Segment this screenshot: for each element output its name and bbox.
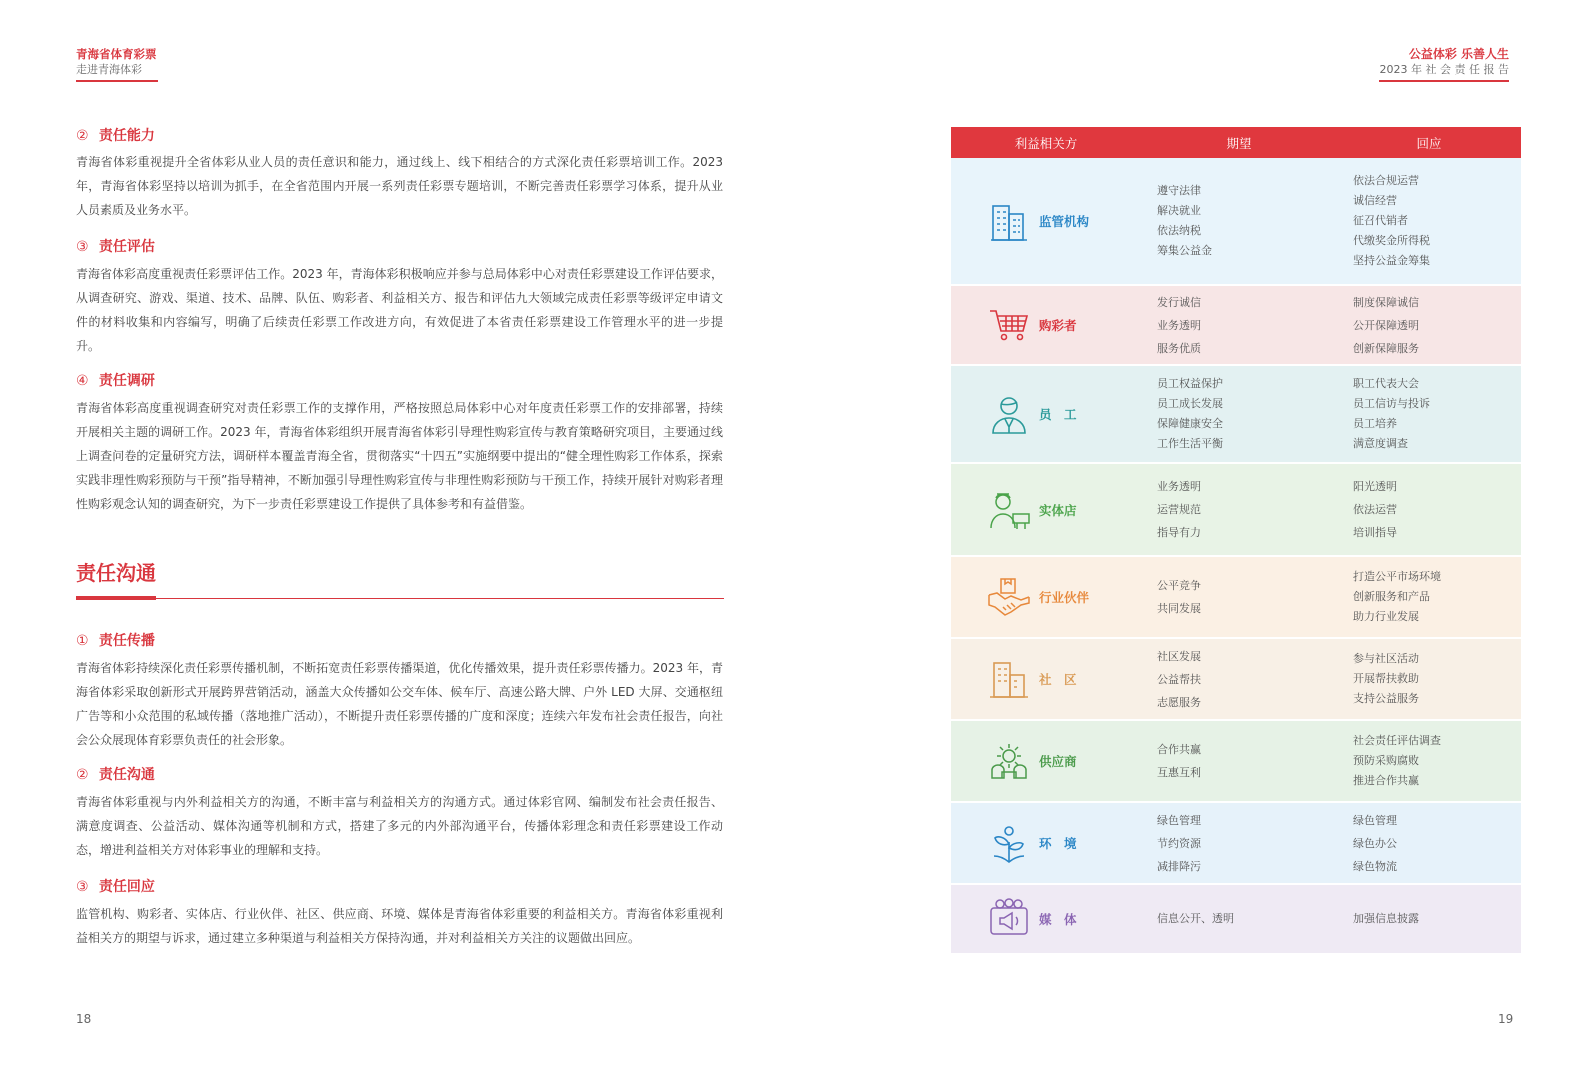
header-right	[1379, 46, 1509, 82]
subheading-responsibility-response	[76, 876, 155, 896]
stakeholder-name: 行业伙伴	[1039, 590, 1090, 605]
subheading-number: ②	[76, 767, 89, 783]
response-item: 绿色管理	[1353, 813, 1397, 827]
subheading-title: 责任回应	[98, 879, 155, 895]
table-row	[951, 557, 1521, 639]
stakeholder-name: 购彩者	[1039, 318, 1077, 333]
section-divider-accent	[76, 596, 156, 600]
response-item: 职工代表大会	[1353, 377, 1419, 390]
expectation-item: 志愿服务	[1157, 695, 1201, 709]
stakeholder-cell	[951, 488, 1141, 532]
expectation-item: 减排降污	[1157, 859, 1201, 873]
expectation-cell	[1141, 738, 1337, 784]
subheading-number: ④	[76, 373, 89, 389]
header-response: 回应	[1416, 135, 1442, 151]
response-item: 代缴奖金所得税	[1353, 234, 1430, 247]
response-cell	[1337, 291, 1521, 360]
expectation-item: 共同发展	[1157, 602, 1201, 615]
subheading-responsibility-dialogue	[76, 764, 155, 784]
handshake-icon	[987, 575, 1031, 619]
expectation-cell	[1141, 181, 1337, 261]
subheading-title: 责任沟通	[98, 767, 155, 783]
section-title: 责任沟通	[76, 561, 156, 585]
stakeholder-table	[951, 127, 1521, 955]
section-divider	[76, 598, 724, 599]
expectation-cell	[1141, 291, 1337, 360]
paragraph-communication: 青海省体彩持续深化责任彩票传播机制，不断拓宽责任彩票传播渠道，优化传播效果，提升责任彩票传播力。2023 年，青海省体彩采取创新形式开展跨界营销活动，涵盖大众传播如公交车体、候车厅、高速公路大牌、户外 LED 大屏、交通枢纽广告等和小众范围的私域传播（落地推广活动），不断提升责任彩票传播的广度和深度；连续六年发布社会责任报告，向社会公众展现体育彩票负责任的社会形象。	[76, 661, 723, 747]
response-item: 满意度调查	[1353, 437, 1408, 450]
stakeholder-name: 媒 体	[1039, 912, 1077, 927]
gear-icon	[987, 739, 1031, 783]
subheading-number: ③	[76, 879, 89, 895]
response-item: 助力行业发展	[1353, 610, 1419, 623]
table-row	[951, 885, 1521, 955]
response-item: 绿色物流	[1353, 859, 1397, 873]
stakeholder-cell	[951, 821, 1141, 865]
subheading-responsibility-communication	[76, 630, 155, 650]
response-cell	[1337, 909, 1521, 929]
stakeholder-name: 实体店	[1039, 502, 1077, 518]
subheading-number: ②	[76, 128, 89, 144]
response-cell	[1337, 374, 1521, 454]
response-item: 员工培养	[1353, 417, 1397, 430]
expectation-item: 社区发展	[1157, 649, 1201, 663]
expectation-cell	[1141, 909, 1337, 929]
stakeholder-cell	[951, 199, 1141, 243]
page-number-left: 18	[76, 1012, 92, 1026]
expectation-cell	[1141, 475, 1337, 544]
subheading-title: 责任传播	[98, 633, 155, 649]
response-item: 依法合规运营	[1353, 174, 1419, 187]
expectation-item: 运营规范	[1157, 503, 1201, 516]
expectation-item: 发行诚信	[1157, 295, 1201, 309]
header-right-subtitle: 2023 年 社 会 责 任 报 告	[1379, 63, 1509, 76]
header-expectation: 期望	[1226, 135, 1252, 151]
expectation-item: 节约资源	[1157, 836, 1201, 850]
response-item: 推进合作共赢	[1353, 774, 1419, 787]
paragraph-assessment: 青海省体彩高度重视责任彩票评估工作。2023 年，青海体彩积极响应并参与总局体彩中心对责任彩票建设工作评估要求，从调查研究、游戏、渠道、技术、品牌、队伍、购彩者、利益相关方、报告和评估九大领域完成责任彩票等级评定申请文件的材料收集和内容编写，明确了后续责任彩票工作改进方向，有效促进了本省责任彩票建设工作管理水平的进一步提升。	[76, 267, 723, 353]
paragraph-research: 青海省体彩高度重视调查研究对责任彩票工作的支撑作用，严格按照总局体彩中心对年度责任彩票工作的安排部署，持续开展相关主题的调研工作。2023 年，青海省体彩组织开展青海省体彩引导理性购彩宣传与教育策略研究项目，主要通过线上调查问卷的定量研究方法，调研样本覆盖青海全省，贯彻落实“十四五”实施纲要中提出的“健全理性购彩工作体系，探索实践非理性购彩预防与干预”指导精神，不断加强引导理性购彩宣传与非理性购彩预防与干预工作，持续开展针对购彩者理性购彩观念认知的调查研究，为下一步责任彩票建设工作提供了具体参考和有益借鉴。	[76, 401, 723, 511]
response-item: 参与社区活动	[1353, 652, 1419, 665]
page-number-right: 19	[1498, 1012, 1514, 1026]
header-left-title: 青海省体育彩票	[76, 47, 157, 61]
subheading-title: 责任能力	[98, 128, 155, 144]
expectation-item: 绿色管理	[1157, 813, 1201, 827]
table-header	[951, 127, 1521, 158]
expectation-item: 员工权益保护	[1157, 377, 1223, 390]
expectation-cell	[1141, 574, 1337, 620]
stakeholder-cell	[951, 657, 1141, 701]
table-row	[951, 366, 1521, 464]
stakeholder-name: 社 区	[1039, 672, 1077, 687]
response-item: 培训指导	[1353, 526, 1397, 539]
expectation-cell	[1141, 374, 1337, 454]
stakeholder-name: 员 工	[1039, 407, 1077, 422]
response-item: 坚持公益金筹集	[1353, 254, 1430, 267]
paragraph-dialogue: 青海省体彩重视与内外利益相关方的沟通，不断丰富与利益相关方的沟通方式。通过体彩官网、编制发布社会责任报告、满意度调查、公益活动、媒体沟通等机制和方式，搭建了多元的内外部沟通平台，传播体彩理念和责任彩票建设工作动态，增进利益相关方对体彩事业的理解和支持。	[76, 795, 723, 857]
subheading-title: 责任评估	[98, 239, 155, 255]
stakeholder-cell	[951, 897, 1141, 941]
subheading-number: ③	[76, 239, 89, 255]
expectation-item: 业务透明	[1157, 480, 1201, 493]
response-cell	[1337, 649, 1521, 709]
paragraph-response: 监管机构、购彩者、实体店、行业伙伴、社区、供应商、环境、媒体是青海省体彩重要的利益相关方。青海省体彩重视利益相关方的期望与诉求，通过建立多种渠道与利益相关方保持沟通，并对利益相关方关注的议题做出回应。	[76, 907, 723, 945]
expectation-item: 公平竞争	[1157, 579, 1201, 592]
response-item: 创新保障服务	[1353, 341, 1419, 355]
expectation-item: 公益帮扶	[1157, 672, 1201, 686]
table-body	[951, 158, 1521, 955]
response-cell	[1337, 567, 1521, 627]
expectation-item: 服务优质	[1157, 341, 1201, 355]
expectation-item: 信息公开、透明	[1157, 912, 1234, 925]
response-item: 社会责任评估调查	[1353, 734, 1441, 747]
response-item: 加强信息披露	[1353, 912, 1419, 925]
response-item: 依法运营	[1353, 503, 1397, 516]
subheading-responsibility-research	[76, 370, 155, 390]
response-item: 预防采购腐败	[1353, 754, 1419, 767]
expectation-item: 员工成长发展	[1157, 397, 1223, 410]
table-row	[951, 464, 1521, 557]
table-row	[951, 639, 1521, 721]
expectation-item: 指导有力	[1157, 526, 1201, 539]
stakeholder-cell	[951, 739, 1141, 783]
expectation-item: 互惠互利	[1157, 766, 1201, 779]
expectation-item: 保障健康安全	[1157, 417, 1223, 430]
stakeholder-cell	[951, 303, 1141, 347]
paragraph-capability: 青海省体彩重视提升全省体彩从业人员的责任意识和能力，通过线上、线下相结合的方式深化责任彩票培训工作。2023 年，青海省体彩坚持以培训为抓手，在全省范围内开展一系列责任彩票专题培训，不断完善责任彩票学习体系，提升从业人员素质及业务水平。	[76, 155, 723, 217]
subheading-responsibility-assessment	[76, 236, 155, 256]
plant-icon	[987, 821, 1031, 865]
stakeholder-cell	[951, 575, 1141, 619]
response-item: 制度保障诚信	[1353, 295, 1419, 309]
table-row	[951, 286, 1521, 366]
expectation-cell	[1141, 645, 1337, 714]
response-item: 阳光透明	[1353, 480, 1397, 493]
expectation-item: 业务透明	[1157, 318, 1201, 332]
cart-icon	[987, 303, 1031, 347]
expectation-item: 解决就业	[1157, 204, 1201, 217]
subheading-number: ①	[76, 633, 89, 649]
response-cell	[1337, 731, 1521, 791]
expectation-item: 筹集公益金	[1157, 244, 1212, 257]
expectation-item: 合作共赢	[1157, 743, 1201, 756]
table-row	[951, 158, 1521, 286]
response-item: 公开保障透明	[1353, 318, 1419, 332]
subheading-title: 责任调研	[98, 373, 155, 389]
response-item: 员工信访与投诉	[1353, 397, 1430, 410]
header-left	[76, 46, 158, 82]
community-icon	[987, 657, 1031, 701]
expectation-item: 依法纳税	[1157, 224, 1201, 237]
header-right-slogan: 公益体彩 乐善人生	[1408, 47, 1509, 61]
stakeholder-cell	[951, 392, 1141, 436]
shop-icon	[987, 488, 1031, 532]
table-row	[951, 803, 1521, 885]
stakeholder-name: 监管机构	[1039, 214, 1090, 229]
response-item: 诚信经营	[1353, 194, 1397, 207]
response-item: 打造公平市场环境	[1353, 570, 1441, 583]
stakeholder-name: 环 境	[1039, 836, 1077, 851]
table-row	[951, 721, 1521, 803]
megaphone-icon	[987, 897, 1031, 941]
stakeholder-name: 供应商	[1039, 754, 1077, 769]
header-left-subtitle: 走进青海体彩	[76, 63, 142, 76]
response-item: 支持公益服务	[1353, 692, 1419, 705]
response-cell	[1337, 171, 1521, 271]
response-cell	[1337, 809, 1521, 878]
person-icon	[987, 392, 1031, 436]
response-item: 征召代销者	[1353, 214, 1408, 227]
subheading-responsibility-capability	[76, 125, 155, 145]
response-item: 绿色办公	[1353, 836, 1397, 850]
expectation-item: 工作生活平衡	[1157, 437, 1223, 450]
expectation-cell	[1141, 809, 1337, 878]
expectation-item: 遵守法律	[1157, 184, 1201, 197]
response-item: 开展帮扶救助	[1353, 672, 1419, 685]
response-item: 创新服务和产品	[1353, 590, 1430, 603]
header-stakeholder: 利益相关方	[1014, 135, 1078, 151]
building-icon	[987, 199, 1031, 243]
response-cell	[1337, 475, 1521, 544]
